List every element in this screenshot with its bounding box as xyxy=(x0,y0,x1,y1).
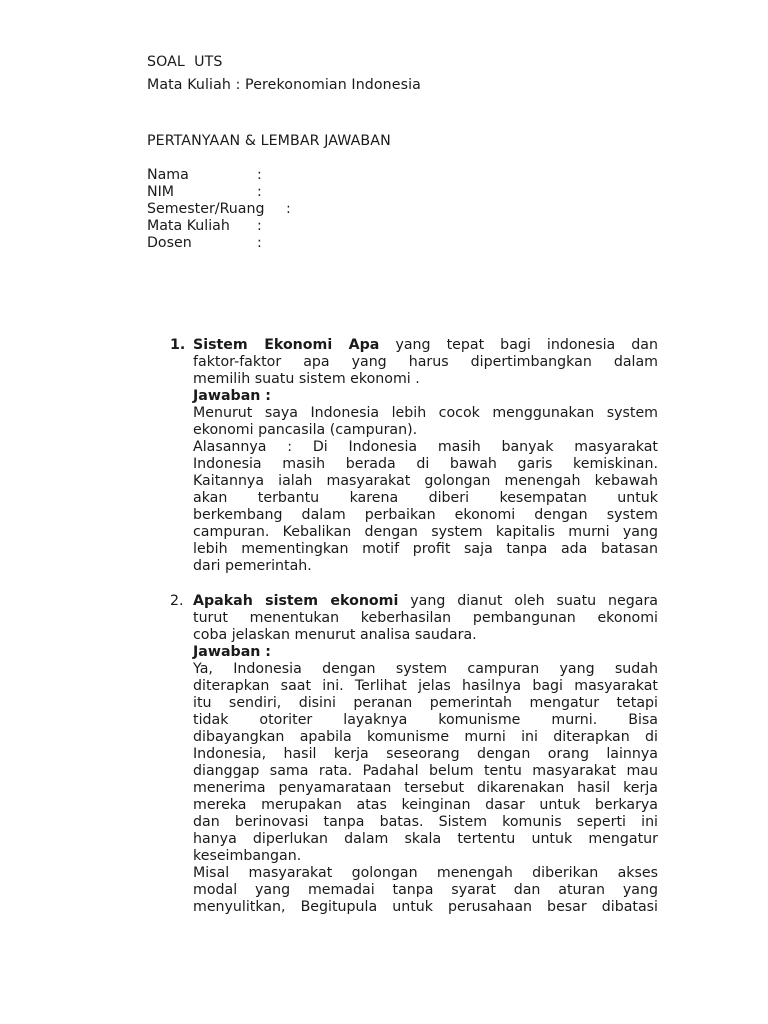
line-text: dari pemerintah. xyxy=(193,558,312,574)
line-text: yang dianut oleh suatu negara xyxy=(410,593,658,609)
text-line xyxy=(193,627,658,644)
field-row xyxy=(147,235,262,252)
text-line xyxy=(193,337,658,354)
text-line xyxy=(193,814,658,831)
field-row xyxy=(147,167,262,184)
text-line xyxy=(193,593,658,610)
course-line: Mata Kuliah : Perekonomian Indonesia xyxy=(147,77,421,93)
field-label: Nama xyxy=(147,167,189,183)
field-row xyxy=(147,201,291,218)
text-line xyxy=(193,644,658,661)
line-text: faktor-faktor apa yang harus dipertimbangkan dalam xyxy=(193,354,658,370)
text-line xyxy=(193,797,658,814)
field-colon: : xyxy=(257,218,262,234)
text-line xyxy=(193,780,658,797)
text-line xyxy=(193,507,658,524)
line-text: mereka merupakan atas keinginan dasar untuk berkarya xyxy=(193,797,658,813)
line-text: dianggap sama rata. Padahal belum tentu masyarakat mau xyxy=(193,763,658,779)
text-line xyxy=(193,729,658,746)
text-line xyxy=(193,439,658,456)
field-label: Mata Kuliah xyxy=(147,218,230,234)
field-label: Semester/Ruang xyxy=(147,201,265,217)
doc-heading: SOAL UTS xyxy=(147,54,223,70)
text-line xyxy=(193,422,658,439)
field-row xyxy=(147,218,262,235)
line-text: menerima penyamarataan tersebut dikarenakan hasil kerja xyxy=(193,780,658,796)
line-text: yang tepat bagi indonesia dan xyxy=(395,337,658,353)
text-line xyxy=(193,524,658,541)
line-text: Ya, Indonesia dengan system campuran yang sudah xyxy=(193,661,658,677)
text-line xyxy=(193,695,658,712)
bold-phrase: Jawaban : xyxy=(193,644,271,660)
field-colon: : xyxy=(286,201,291,217)
line-text: dibayangkan apabila komunisme murni ini diterapkan di xyxy=(193,729,658,745)
text-line xyxy=(193,848,658,865)
line-text: Indonesia masih berada di bawah garis kemiskinan. xyxy=(193,456,658,472)
text-line xyxy=(193,456,658,473)
line-text: dan berinovasi tanpa batas. Sistem komunis seperti ini xyxy=(193,814,658,830)
question-block xyxy=(193,337,658,575)
line-text: lebih mementingkan motif profit saja tanpa ada batasan xyxy=(193,541,658,557)
bold-phrase: Sistem Ekonomi Apa xyxy=(193,337,380,353)
line-text: keseimbangan. xyxy=(193,848,302,864)
field-label: Dosen xyxy=(147,235,192,251)
line-text: diterapkan saat ini. Terlihat jelas hasilnya bagi masyarakat xyxy=(193,678,658,694)
line-text: akan terbantu karena diberi kesempatan untuk xyxy=(193,490,658,506)
line-text: ekonomi pancasila (campuran). xyxy=(193,422,418,438)
text-line xyxy=(193,899,658,916)
line-text: tidak otoriter layaknya komunisme murni. Bisa xyxy=(193,712,658,728)
text-line xyxy=(193,831,658,848)
line-text: memilih suatu sistem ekonomi . xyxy=(193,371,420,387)
line-text: hanya diperlukan dalam skala tertentu untuk mengatur xyxy=(193,831,658,847)
line-text: turut menentukan keberhasilan pembangunan ekonomi xyxy=(193,610,658,626)
line-text: Kaitannya ialah masyarakat golongan menengah kebawah xyxy=(193,473,658,489)
field-colon: : xyxy=(257,184,262,200)
section-title: PERTANYAAN & LEMBAR JAWABAN xyxy=(147,133,391,149)
line-text: Indonesia, hasil kerja seseorang dengan orang lainnya xyxy=(193,746,658,762)
text-line xyxy=(193,712,658,729)
text-line xyxy=(193,763,658,780)
text-line xyxy=(193,558,658,575)
bold-phrase: Jawaban : xyxy=(193,388,271,404)
field-row xyxy=(147,184,262,201)
text-line xyxy=(193,610,658,627)
field-colon: : xyxy=(257,167,262,183)
field-label: NIM xyxy=(147,184,175,200)
text-line xyxy=(193,405,658,422)
line-text: modal yang memadai tanpa syarat dan aturan yang xyxy=(193,882,658,898)
text-line xyxy=(193,678,658,695)
text-line xyxy=(193,473,658,490)
text-line xyxy=(193,882,658,899)
question-number: 2. xyxy=(170,593,184,609)
line-text: coba jelaskan menurut analisa saudara. xyxy=(193,627,477,643)
text-line xyxy=(193,746,658,763)
line-text: Alasannya : Di Indonesia masih banyak masyarakat xyxy=(193,439,658,455)
line-text: menyulitkan, Begitupula untuk perusahaan besar dibatasi xyxy=(193,899,658,915)
text-line xyxy=(193,371,658,388)
text-line xyxy=(193,661,658,678)
question-block xyxy=(193,593,658,916)
text-line xyxy=(193,865,658,882)
line-text: campuran. Kebalikan dengan system kapitalis murni yang xyxy=(193,524,658,540)
text-line xyxy=(193,541,658,558)
text-line xyxy=(193,490,658,507)
text-line xyxy=(193,388,658,405)
question-number: 1. xyxy=(170,337,186,353)
line-text: Misal masyarakat golongan menengah diberikan akses xyxy=(193,865,658,881)
line-text: Menurut saya Indonesia lebih cocok menggunakan system xyxy=(193,405,658,421)
field-colon: : xyxy=(257,235,262,251)
bold-phrase: Apakah sistem ekonomi xyxy=(193,593,399,609)
line-text: itu sendiri, disini peranan pemerintah mengatur tetapi xyxy=(193,695,658,711)
text-line xyxy=(193,354,658,371)
line-text: berkembang dalam perbaikan ekonomi dengan system xyxy=(193,507,658,523)
